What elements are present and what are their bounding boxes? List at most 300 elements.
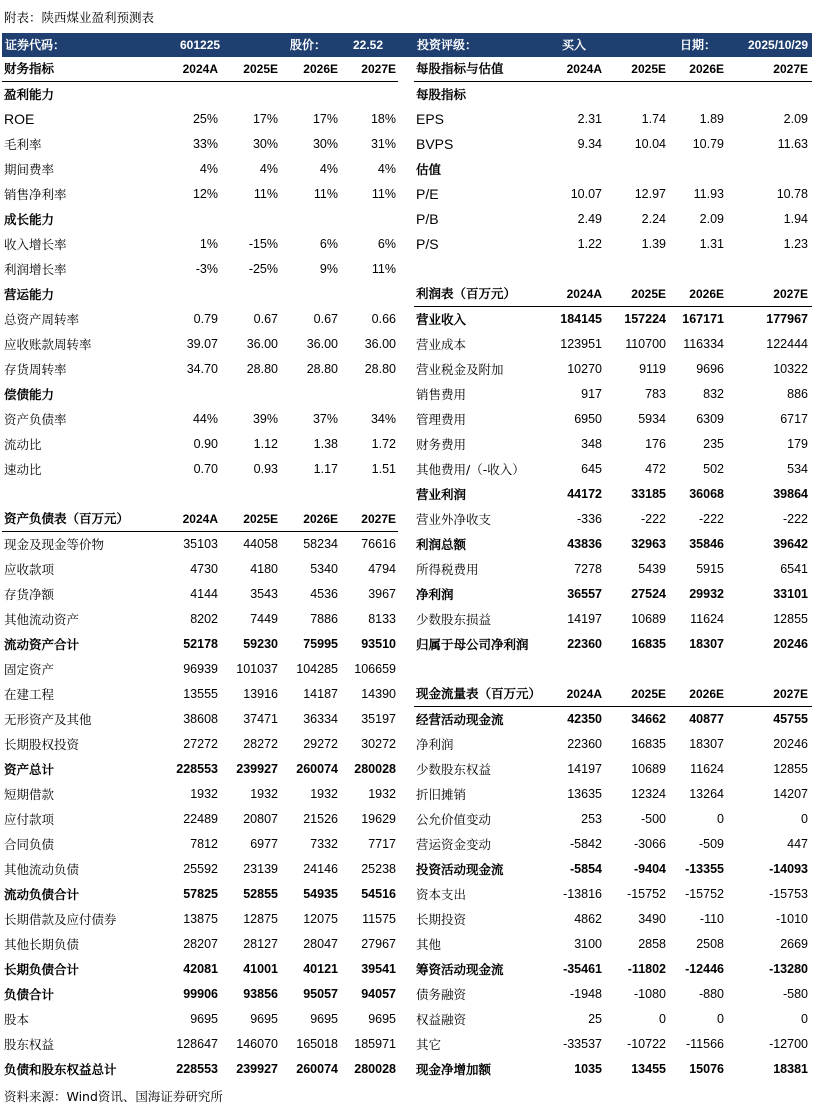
row-label: 资产负债率 <box>4 412 67 427</box>
source-note: 资料来源：Wind资讯、国海证券研究所 <box>4 1089 223 1104</box>
value-cell: 7886 <box>310 612 338 626</box>
row-label: 其他费用/（-收入） <box>416 462 525 477</box>
value-cell: 9695 <box>368 1012 396 1026</box>
row-label: 净利润 <box>416 737 454 752</box>
table-row <box>414 632 812 657</box>
value-cell: 4% <box>259 162 278 176</box>
value-cell: -15752 <box>685 887 724 901</box>
value-cell: 1.23 <box>783 237 808 251</box>
value-cell: 2.09 <box>783 112 808 126</box>
value-cell: 2669 <box>780 937 808 951</box>
value-cell: 1.51 <box>371 462 396 476</box>
value-cell: 1.22 <box>577 237 602 251</box>
table-row <box>2 357 398 382</box>
value-cell: 17% <box>252 112 278 126</box>
value-cell: 36.00 <box>246 337 278 351</box>
row-label: 财务指标 <box>4 61 55 76</box>
value-cell: 39.07 <box>186 337 218 351</box>
row-label: 无形资产及其他 <box>4 712 92 727</box>
value-cell: 13455 <box>631 1062 666 1076</box>
row-label: 资产负债表（百万元） <box>4 511 130 526</box>
row-label: 其他流动负债 <box>4 862 80 877</box>
value-cell: 11624 <box>690 762 724 776</box>
value-cell: 5439 <box>638 562 666 576</box>
value-cell: 96939 <box>183 662 218 676</box>
value-cell: 36334 <box>303 712 338 726</box>
value-cell: 35103 <box>183 537 218 551</box>
value-cell: 106659 <box>354 662 396 676</box>
value-cell: 185971 <box>354 1037 396 1051</box>
table-row <box>2 632 398 657</box>
row-label: 权益融资 <box>416 1012 467 1027</box>
column-year-header: 2025E <box>243 512 278 526</box>
table-row <box>2 132 398 157</box>
row-label: 财务费用 <box>416 437 467 452</box>
value-cell: 7278 <box>574 562 602 576</box>
spacer-row <box>2 482 398 507</box>
value-cell: 22360 <box>567 637 602 651</box>
value-cell: 4% <box>377 162 396 176</box>
value-cell: 157224 <box>624 312 666 326</box>
table-header-row <box>414 682 812 707</box>
row-label: 估值 <box>416 162 442 177</box>
table-row <box>2 982 398 1007</box>
value-cell: 2858 <box>638 937 666 951</box>
row-label: 投资活动现金流 <box>416 862 504 877</box>
row-label: 应收账款周转率 <box>4 337 92 352</box>
table-row <box>414 1032 812 1057</box>
value-cell: 11575 <box>362 912 396 926</box>
value-cell: 0.66 <box>371 312 396 326</box>
value-cell: 28127 <box>243 937 278 951</box>
value-cell: 34662 <box>631 712 666 726</box>
value-cell: 39642 <box>773 537 808 551</box>
value-cell: 7812 <box>190 837 218 851</box>
value-cell: 1932 <box>190 787 218 801</box>
value-cell: 1.89 <box>699 112 724 126</box>
value-cell: -13355 <box>685 862 724 876</box>
row-label: P/E <box>416 186 439 202</box>
value-cell: -13280 <box>769 962 808 976</box>
value-cell: 95057 <box>303 987 338 1001</box>
value-cell: 146070 <box>236 1037 278 1051</box>
table-header-row <box>2 507 398 532</box>
value-cell: 58234 <box>303 537 338 551</box>
value-cell: 1.74 <box>641 112 666 126</box>
row-label: 每股指标 <box>416 87 467 102</box>
row-label: 应收款项 <box>4 562 55 577</box>
table-row <box>414 332 812 357</box>
table-row <box>414 1057 812 1082</box>
row-label: EPS <box>416 111 445 127</box>
value-cell: 104285 <box>296 662 338 676</box>
table-row <box>414 832 812 857</box>
value-cell: -336 <box>576 512 602 526</box>
value-cell: 0.79 <box>193 312 218 326</box>
table-row <box>414 582 812 607</box>
value-cell: 10.79 <box>692 137 724 151</box>
row-label: 长期负债合计 <box>4 962 80 977</box>
row-label: 公允价值变动 <box>416 812 492 827</box>
value-cell: 59230 <box>243 637 278 651</box>
table-row <box>414 557 812 582</box>
value-cell: 75995 <box>303 637 338 651</box>
row-label: 营业外净收支 <box>416 512 492 527</box>
section-heading-row <box>414 82 812 107</box>
value-cell: 28272 <box>243 737 278 751</box>
value-cell: 4536 <box>310 587 338 601</box>
value-cell: 239927 <box>236 1062 278 1076</box>
table-row <box>414 957 812 982</box>
value-cell: 645 <box>581 462 602 476</box>
section-heading-row <box>2 282 398 307</box>
value-cell: -13816 <box>563 887 602 901</box>
column-year-header: 2027E <box>773 687 808 701</box>
column-year-header: 2026E <box>303 512 338 526</box>
value-cell: 0.67 <box>253 312 278 326</box>
value-cell: 11% <box>371 187 396 201</box>
value-cell: 1.72 <box>371 437 396 451</box>
value-cell: 7717 <box>368 837 396 851</box>
row-label: 速动比 <box>4 462 42 477</box>
row-label: 期间费率 <box>4 162 55 177</box>
value-cell: 128647 <box>176 1037 218 1051</box>
column-year-header: 2027E <box>773 62 808 76</box>
value-cell: 10689 <box>631 612 666 626</box>
value-cell: 13264 <box>689 787 724 801</box>
value-cell: 1.38 <box>313 437 338 451</box>
value-cell: 38608 <box>183 712 218 726</box>
row-label: 债务融资 <box>416 987 467 1002</box>
table-row <box>414 857 812 882</box>
value-cell: 447 <box>787 837 808 851</box>
value-cell: 12855 <box>773 762 808 776</box>
table-row <box>414 757 812 782</box>
value-cell: 37% <box>312 412 338 426</box>
value-cell: -9404 <box>634 862 666 876</box>
value-cell: 27272 <box>183 737 218 751</box>
table-row <box>2 557 398 582</box>
value-cell: 0 <box>801 812 808 826</box>
value-cell: 41001 <box>243 962 278 976</box>
value-cell: 177967 <box>766 312 808 326</box>
value-cell: -1010 <box>776 912 808 926</box>
value-cell: 11% <box>371 262 396 276</box>
row-label: 存货净额 <box>4 587 55 602</box>
value-cell: -3% <box>195 262 218 276</box>
section-heading-row <box>2 382 398 407</box>
row-label: 股东权益 <box>4 1037 55 1052</box>
value-cell: -12700 <box>769 1037 808 1051</box>
value-cell: 34.70 <box>186 362 218 376</box>
value-cell: 7449 <box>250 612 278 626</box>
value-cell: 44058 <box>243 537 278 551</box>
value-cell: 14197 <box>567 762 602 776</box>
value-cell: 14197 <box>567 612 602 626</box>
table-row <box>414 782 812 807</box>
value-cell: 39% <box>252 412 278 426</box>
column-year-header: 2024A <box>566 287 602 301</box>
table-row <box>414 932 812 957</box>
row-label: 营业税金及附加 <box>416 362 504 377</box>
value-cell: 2.49 <box>577 212 602 226</box>
value-cell: -3066 <box>634 837 666 851</box>
value-cell: 39541 <box>361 962 396 976</box>
value-cell: 52178 <box>183 637 218 651</box>
spacer-row <box>414 657 812 682</box>
value-cell: 12.97 <box>634 187 666 201</box>
value-cell: 14187 <box>303 687 338 701</box>
row-label: 筹资活动现金流 <box>416 962 504 977</box>
row-label: 营运能力 <box>4 287 55 302</box>
row-label: 应付款项 <box>4 812 55 827</box>
table-row <box>2 407 398 432</box>
value-cell: 20246 <box>773 737 808 751</box>
table-row <box>2 182 398 207</box>
table-row <box>2 957 398 982</box>
value-cell: 17% <box>312 112 338 126</box>
row-label: 流动资产合计 <box>4 637 80 652</box>
value-cell: 6977 <box>250 837 278 851</box>
value-cell: -110 <box>699 912 724 926</box>
value-cell: 4% <box>319 162 338 176</box>
date-value: 2025/10/29 <box>748 38 809 52</box>
value-cell: 6541 <box>780 562 808 576</box>
value-cell: -11566 <box>686 1037 724 1051</box>
value-cell: 9695 <box>310 1012 338 1026</box>
row-label: 负债和股东权益总计 <box>4 1062 117 1077</box>
value-cell: 9695 <box>190 1012 218 1026</box>
value-cell: 21526 <box>303 812 338 826</box>
value-cell: 14390 <box>361 687 396 701</box>
table-row <box>414 232 812 257</box>
value-cell: 4862 <box>574 912 602 926</box>
value-cell: 54935 <box>303 887 338 901</box>
value-cell: 110700 <box>625 337 666 351</box>
value-cell: 4180 <box>250 562 278 576</box>
row-label: 现金及现金等价物 <box>4 537 105 552</box>
value-cell: 101037 <box>236 662 278 676</box>
table-row <box>2 532 398 557</box>
value-cell: 2.24 <box>641 212 666 226</box>
value-cell: -25% <box>248 262 278 276</box>
row-label: 归属于母公司净利润 <box>416 637 529 652</box>
value-cell: 76616 <box>361 537 396 551</box>
value-cell: 36557 <box>567 587 602 601</box>
value-cell: -10722 <box>627 1037 666 1051</box>
table-row <box>2 232 398 257</box>
value-cell: 11% <box>253 187 278 201</box>
value-cell: 348 <box>581 437 602 451</box>
value-cell: 6717 <box>780 412 808 426</box>
table-row <box>414 307 812 332</box>
table-row <box>414 432 812 457</box>
value-cell: 0.67 <box>313 312 338 326</box>
value-cell: 4% <box>199 162 218 176</box>
value-cell: 93510 <box>361 637 396 651</box>
value-cell: 45755 <box>773 712 808 726</box>
value-cell: 30% <box>312 137 338 151</box>
column-year-header: 2027E <box>361 62 396 76</box>
table-row <box>2 1057 398 1082</box>
value-cell: 94057 <box>361 987 396 1001</box>
row-label: 长期股权投资 <box>4 737 80 752</box>
value-cell: 0 <box>801 1012 808 1026</box>
value-cell: 13635 <box>567 787 602 801</box>
value-cell: 5340 <box>310 562 338 576</box>
column-year-header: 2025E <box>631 687 666 701</box>
value-cell: 19629 <box>361 812 396 826</box>
value-cell: 10689 <box>631 762 666 776</box>
table-header-row <box>414 57 812 82</box>
table-row <box>414 607 812 632</box>
value-cell: 23139 <box>243 862 278 876</box>
value-cell: 16835 <box>631 637 666 651</box>
value-cell: 35846 <box>689 537 724 551</box>
value-cell: -1080 <box>634 987 666 1001</box>
value-cell: 0 <box>659 1012 666 1026</box>
value-cell: -509 <box>698 837 724 851</box>
value-cell: 1.39 <box>641 237 666 251</box>
table-row <box>414 907 812 932</box>
section-heading-row <box>414 157 812 182</box>
price-value: 22.52 <box>353 38 384 52</box>
column-year-header: 2024A <box>182 62 218 76</box>
row-label: 股本 <box>4 1012 30 1027</box>
row-label: 销售费用 <box>416 387 467 402</box>
row-label: 其他流动资产 <box>4 612 80 627</box>
value-cell: 832 <box>703 387 724 401</box>
table-row <box>2 107 398 132</box>
row-label: ROE <box>4 111 35 127</box>
value-cell: 123951 <box>560 337 602 351</box>
spacer-row <box>414 257 812 282</box>
table-row <box>2 932 398 957</box>
table-row <box>2 882 398 907</box>
value-cell: -5854 <box>570 862 602 876</box>
value-cell: 37471 <box>243 712 278 726</box>
value-cell: 3967 <box>368 587 396 601</box>
value-cell: 40121 <box>303 962 338 976</box>
row-label: 其他长期负债 <box>4 937 80 952</box>
value-cell: 886 <box>787 387 808 401</box>
value-cell: 10.07 <box>570 187 602 201</box>
value-cell: 10322 <box>773 362 808 376</box>
value-cell: 8133 <box>368 612 396 626</box>
value-cell: 280028 <box>354 1062 396 1076</box>
value-cell: 36.00 <box>364 337 396 351</box>
value-cell: 34% <box>370 412 396 426</box>
value-cell: 11.93 <box>693 187 724 201</box>
row-label: 少数股东权益 <box>416 762 492 777</box>
value-cell: 9119 <box>639 362 666 376</box>
value-cell: 25% <box>192 112 218 126</box>
value-cell: 9696 <box>696 362 724 376</box>
column-year-header: 2026E <box>689 287 724 301</box>
table-row <box>2 807 398 832</box>
value-cell: 28207 <box>183 937 218 951</box>
value-cell: 122444 <box>766 337 808 351</box>
value-cell: 4144 <box>190 587 218 601</box>
value-cell: 43836 <box>567 537 602 551</box>
value-cell: 10270 <box>567 362 602 376</box>
row-label: 合同负债 <box>4 837 55 852</box>
row-label: 折旧摊销 <box>416 787 467 802</box>
value-cell: 33101 <box>773 587 808 601</box>
table-row <box>2 682 398 707</box>
table-row <box>414 457 812 482</box>
row-label: 长期投资 <box>416 912 467 927</box>
left-table <box>2 57 398 1082</box>
value-cell: 3543 <box>250 587 278 601</box>
value-cell: 1932 <box>250 787 278 801</box>
value-cell: 30272 <box>361 737 396 751</box>
value-cell: -15% <box>248 237 278 251</box>
row-label: 利润增长率 <box>4 262 67 277</box>
table-row <box>414 357 812 382</box>
rating-value: 买入 <box>562 38 587 52</box>
table-row <box>2 332 398 357</box>
table-row <box>2 707 398 732</box>
value-cell: 0 <box>717 812 724 826</box>
value-cell: 42081 <box>183 962 218 976</box>
row-label: 利润总额 <box>416 537 467 552</box>
table-row <box>414 407 812 432</box>
table-row <box>414 882 812 907</box>
row-label: 其他 <box>416 937 442 952</box>
value-cell: 93856 <box>243 987 278 1001</box>
value-cell: 29932 <box>689 587 724 601</box>
value-cell: 1% <box>199 237 218 251</box>
value-cell: 40877 <box>689 712 724 726</box>
table-row <box>414 982 812 1007</box>
value-cell: 10.04 <box>634 137 666 151</box>
row-label: P/B <box>416 211 439 227</box>
value-cell: 116334 <box>683 337 724 351</box>
value-cell: 0.70 <box>193 462 218 476</box>
value-cell: 534 <box>787 462 808 476</box>
column-year-header: 2025E <box>631 287 666 301</box>
value-cell: -33537 <box>563 1037 602 1051</box>
table-row <box>2 432 398 457</box>
row-label: 净利润 <box>416 587 454 602</box>
value-cell: 57825 <box>183 887 218 901</box>
value-cell: -580 <box>782 987 808 1001</box>
row-label: 盈利能力 <box>4 87 55 102</box>
table-row <box>2 907 398 932</box>
row-label: 其它 <box>416 1037 442 1052</box>
value-cell: 1.94 <box>783 212 808 226</box>
value-cell: 25238 <box>361 862 396 876</box>
table-row <box>414 1007 812 1032</box>
value-cell: 39864 <box>773 487 808 501</box>
column-year-header: 2024A <box>182 512 218 526</box>
value-cell: -11802 <box>627 962 666 976</box>
column-year-header: 2026E <box>689 687 724 701</box>
value-cell: -222 <box>640 512 666 526</box>
row-label: 偿债能力 <box>4 387 55 402</box>
value-cell: 18307 <box>689 637 724 651</box>
value-cell: 12875 <box>243 912 278 926</box>
value-cell: 20807 <box>243 812 278 826</box>
value-cell: 1.31 <box>699 237 724 251</box>
value-cell: 3490 <box>638 912 666 926</box>
value-cell: 13875 <box>183 912 218 926</box>
value-cell: 52855 <box>243 887 278 901</box>
value-cell: 20246 <box>773 637 808 651</box>
value-cell: 31% <box>370 137 396 151</box>
table-row <box>414 482 812 507</box>
